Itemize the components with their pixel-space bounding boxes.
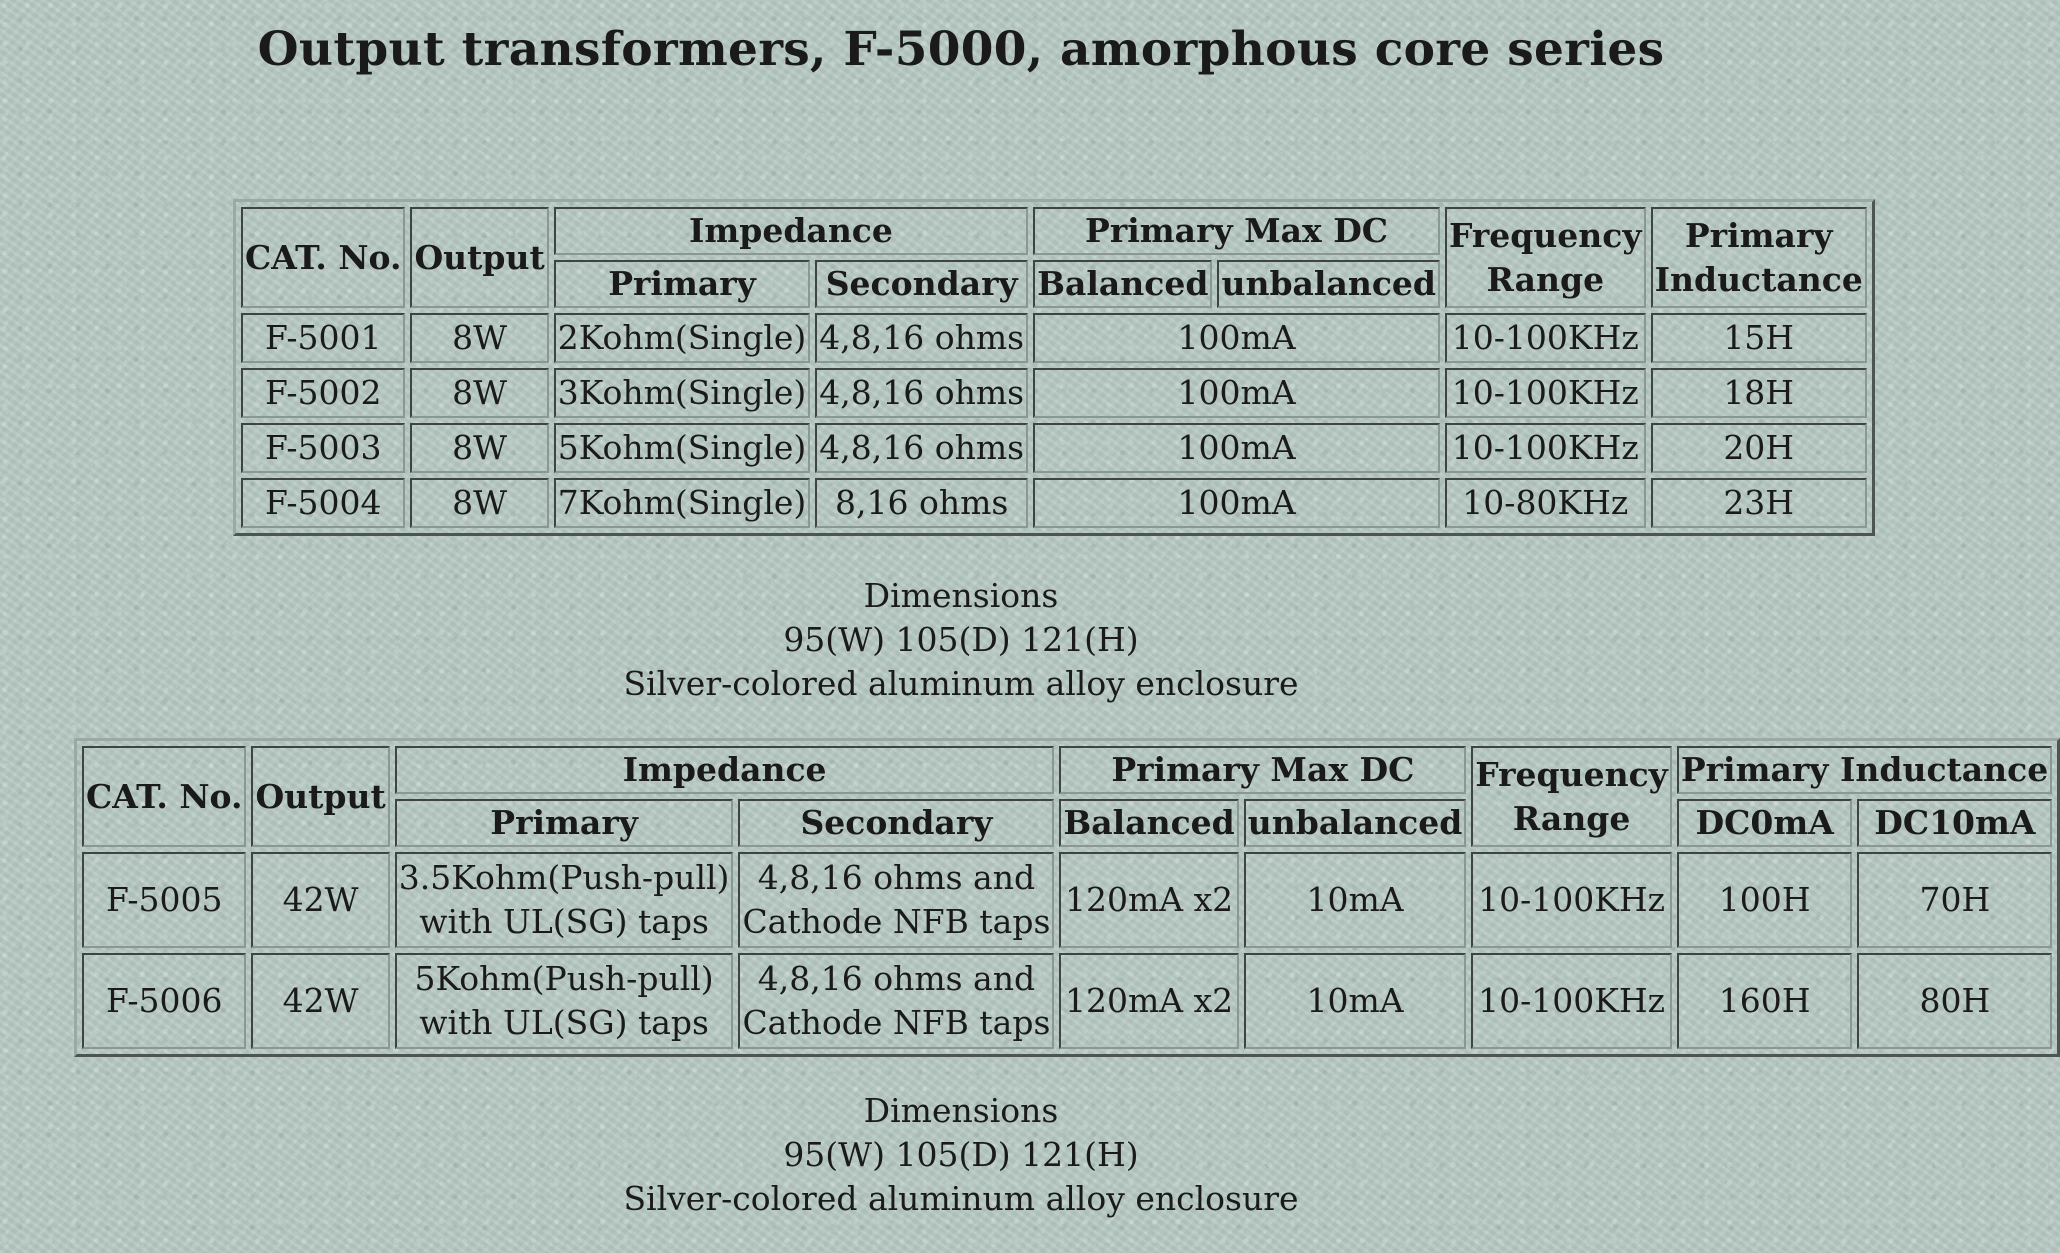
header-impedance: Impedance bbox=[395, 746, 1055, 794]
header-balanced: Balanced bbox=[1059, 799, 1238, 847]
cell-primary: 2Kohm(Single) bbox=[554, 313, 811, 363]
header-primary-max-dc: Primary Max DC bbox=[1059, 746, 1466, 794]
table-row bbox=[241, 478, 1867, 528]
dimensions-label: Dimensions bbox=[863, 1091, 1059, 1130]
header-primary-inductance: Primary Inductance bbox=[1677, 746, 2052, 794]
cell-frequency: 10-80KHz bbox=[1445, 478, 1646, 528]
cell-secondary-line1: 4,8,16 ohms and bbox=[757, 858, 1036, 897]
cell-output: 42W bbox=[251, 852, 389, 948]
header-output: Output bbox=[251, 746, 389, 847]
cell-cat-no: F-5002 bbox=[241, 368, 405, 418]
dimensions-block bbox=[0, 574, 1922, 706]
cell-frequency: 10-100KHz bbox=[1445, 423, 1646, 473]
enclosure-description: Silver-colored aluminum alloy enclosure bbox=[623, 1179, 1299, 1218]
dimensions-size: 95(W) 105(D) 121(H) bbox=[783, 1135, 1139, 1174]
enclosure-description: Silver-colored aluminum alloy enclosure bbox=[623, 664, 1299, 703]
cell-primary bbox=[395, 852, 734, 948]
table-row bbox=[241, 423, 1867, 473]
header-primary: Primary bbox=[395, 799, 734, 847]
header-secondary: Secondary bbox=[738, 799, 1054, 847]
cell-balanced: 120mA x2 bbox=[1059, 852, 1238, 948]
spec-table-push-pull bbox=[74, 738, 2060, 1057]
cell-balanced: 120mA x2 bbox=[1059, 953, 1238, 1049]
cell-output: 8W bbox=[410, 478, 548, 528]
header-frequency-line1: Frequency bbox=[1475, 754, 1668, 794]
header-cat-no: CAT. No. bbox=[241, 207, 405, 308]
header-frequency-range bbox=[1471, 746, 1672, 847]
cell-max-dc: 100mA bbox=[1033, 313, 1440, 363]
header-dc0ma: DC0mA bbox=[1677, 799, 1853, 847]
cell-frequency: 10-100KHz bbox=[1445, 368, 1646, 418]
cell-primary-line2: with UL(SG) taps bbox=[419, 902, 709, 941]
cell-inductance: 18H bbox=[1651, 368, 1867, 418]
cell-secondary-line1: 4,8,16 ohms and bbox=[757, 959, 1036, 998]
cell-max-dc: 100mA bbox=[1033, 478, 1440, 528]
cell-max-dc: 100mA bbox=[1033, 423, 1440, 473]
cell-unbalanced: 10mA bbox=[1244, 953, 1467, 1049]
table-row bbox=[241, 313, 1867, 363]
cell-frequency: 10-100KHz bbox=[1445, 313, 1646, 363]
cell-dc10ma: 70H bbox=[1857, 852, 2052, 948]
cell-dc0ma: 100H bbox=[1677, 852, 1853, 948]
cell-secondary: 8,16 ohms bbox=[815, 478, 1028, 528]
cell-dc10ma: 80H bbox=[1857, 953, 2052, 1049]
cell-primary-line1: 5Kohm(Push-pull) bbox=[414, 959, 714, 998]
cell-primary-line2: with UL(SG) taps bbox=[419, 1003, 709, 1042]
cell-primary: 5Kohm(Single) bbox=[554, 423, 811, 473]
header-cat-no: CAT. No. bbox=[82, 746, 246, 847]
cell-max-dc: 100mA bbox=[1033, 368, 1440, 418]
header-balanced: Balanced bbox=[1033, 260, 1212, 308]
cell-cat-no: F-5001 bbox=[241, 313, 405, 363]
cell-inductance: 23H bbox=[1651, 478, 1867, 528]
page-title: Output transformers, F-5000, amorphous core series bbox=[257, 22, 1665, 77]
header-primary-max-dc: Primary Max DC bbox=[1033, 207, 1440, 255]
cell-primary-line1: 3.5Kohm(Push-pull) bbox=[398, 858, 730, 897]
header-impedance: Impedance bbox=[554, 207, 1028, 255]
header-secondary: Secondary bbox=[815, 260, 1028, 308]
cell-output: 8W bbox=[410, 423, 548, 473]
cell-secondary bbox=[738, 953, 1054, 1049]
cell-cat-no: F-5005 bbox=[82, 852, 246, 948]
cell-output: 8W bbox=[410, 313, 548, 363]
header-dc10ma: DC10mA bbox=[1857, 799, 2052, 847]
header-frequency-line2: Range bbox=[1486, 259, 1605, 299]
cell-secondary bbox=[738, 852, 1054, 948]
header-frequency-line2: Range bbox=[1512, 798, 1631, 838]
cell-output: 8W bbox=[410, 368, 548, 418]
dimensions-label: Dimensions bbox=[863, 576, 1059, 615]
header-unbalanced: unbalanced bbox=[1244, 799, 1467, 847]
cell-frequency: 10-100KHz bbox=[1471, 953, 1672, 1049]
cell-inductance: 15H bbox=[1651, 313, 1867, 363]
header-row bbox=[82, 746, 2052, 794]
dimensions-block bbox=[0, 1089, 1922, 1221]
header-output: Output bbox=[410, 207, 548, 308]
header-frequency-line1: Frequency bbox=[1449, 215, 1642, 255]
header-row bbox=[241, 207, 1867, 255]
cell-output: 42W bbox=[251, 953, 389, 1049]
table-row bbox=[241, 368, 1867, 418]
cell-dc0ma: 160H bbox=[1677, 953, 1853, 1049]
cell-cat-no: F-5003 bbox=[241, 423, 405, 473]
cell-secondary: 4,8,16 ohms bbox=[815, 423, 1028, 473]
cell-cat-no: F-5006 bbox=[82, 953, 246, 1049]
header-unbalanced: unbalanced bbox=[1217, 260, 1440, 308]
cell-unbalanced: 10mA bbox=[1244, 852, 1467, 948]
dimensions-size: 95(W) 105(D) 121(H) bbox=[783, 620, 1139, 659]
cell-primary bbox=[395, 953, 734, 1049]
header-inductance-line2: Inductance bbox=[1654, 259, 1863, 299]
header-frequency-range bbox=[1445, 207, 1646, 308]
cell-secondary: 4,8,16 ohms bbox=[815, 313, 1028, 363]
cell-secondary-line2: Cathode NFB taps bbox=[742, 902, 1051, 941]
cell-frequency: 10-100KHz bbox=[1471, 852, 1672, 948]
table-row bbox=[82, 852, 2052, 948]
header-inductance-line1: Primary bbox=[1684, 215, 1833, 255]
cell-primary: 3Kohm(Single) bbox=[554, 368, 811, 418]
table-row bbox=[82, 953, 2052, 1049]
spec-table-single-ended bbox=[233, 199, 1875, 536]
cell-secondary: 4,8,16 ohms bbox=[815, 368, 1028, 418]
cell-secondary-line2: Cathode NFB taps bbox=[742, 1003, 1051, 1042]
header-primary: Primary bbox=[554, 260, 811, 308]
header-primary-inductance bbox=[1651, 207, 1867, 308]
cell-primary: 7Kohm(Single) bbox=[554, 478, 811, 528]
cell-inductance: 20H bbox=[1651, 423, 1867, 473]
cell-cat-no: F-5004 bbox=[241, 478, 405, 528]
